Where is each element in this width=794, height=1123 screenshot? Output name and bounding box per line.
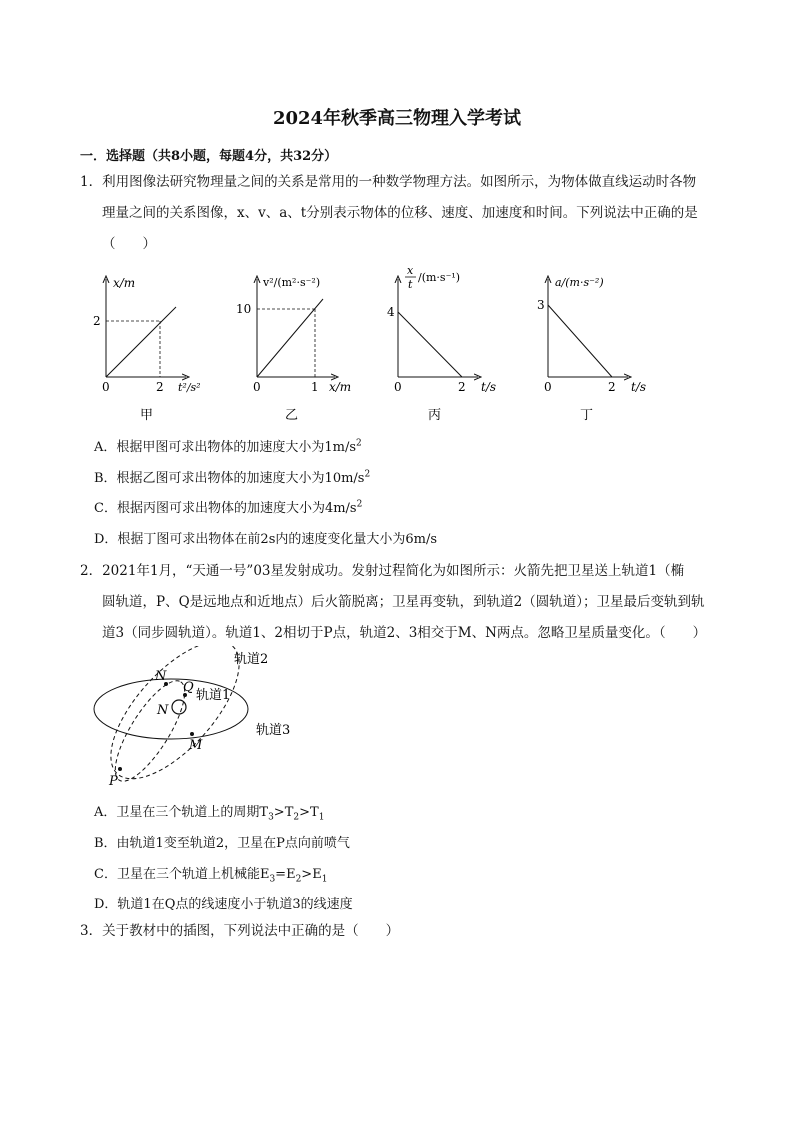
q2-option-a[interactable]: A．卫星在三个轨道上的周期$T_3>T_2>T_1$ xyxy=(94,805,325,823)
graph-bing-origin: 0 xyxy=(394,380,402,394)
graph-bing xyxy=(387,265,496,423)
label-p: P xyxy=(109,774,118,789)
label-orbit1: 轨道1 xyxy=(196,688,231,703)
graph-jia-xlabel: t²/s² xyxy=(178,381,201,394)
q2-option-c[interactable]: C．卫星在三个轨道上机械能$E_3=E_2>E_1$ xyxy=(94,867,328,885)
graph-jia-line xyxy=(106,307,176,377)
question-2 xyxy=(80,556,720,649)
q1-line1: 1．利用图像法研究物理量之间的关系是常用的一种数学物理方法。如图所示，为物体做直线运动时各物 xyxy=(80,174,697,190)
graph-ding-origin: 0 xyxy=(544,380,552,394)
graph-ding-ylabel: a/(m·s⁻²) xyxy=(555,276,604,289)
q3-line1: 3．关于教材中的插图，下列说法中正确的是（ ） xyxy=(80,923,400,939)
q2-line3: 道3（同步圆轨道）。轨道1、2相切于P点，轨道2、3相交于M、N两点。忽略卫星质量变化。（ ） xyxy=(102,625,707,641)
point-p xyxy=(118,767,122,771)
q2-line1: 2．2021年1月，“天通一号”03星发射成功。发射过程简化为如图所示：火箭先把卫星送上轨道1（椭 xyxy=(80,563,685,579)
graph-jia-ytick: 2 xyxy=(93,314,101,328)
graph-yi-xtick: 1 xyxy=(311,380,319,394)
graph-jia xyxy=(93,276,201,423)
graph-yi-ytick: 10 xyxy=(236,302,252,316)
label-n-top: N xyxy=(155,669,167,684)
q1-graphs xyxy=(0,265,794,425)
label-n-center: N xyxy=(157,703,169,718)
graph-jia-ylabel: x/m xyxy=(113,276,136,290)
q2-line2: 圆轨道，P、Q是远地点和近地点）后火箭脱离；卫星再变轨，到轨道2（圆轨道）；卫星最后变轨到轨 xyxy=(102,594,705,610)
graph-bing-ytick: 4 xyxy=(387,305,395,319)
label-orbit3: 轨道3 xyxy=(256,723,291,738)
q1-option-d[interactable]: D．根据丁图可求出物体在前2s内的速度变化量大小为6m/s xyxy=(94,532,438,547)
orbit-diagram xyxy=(88,646,308,791)
graph-yi-ylabel: v²/(m²·s⁻²) xyxy=(263,276,321,289)
graph-bing-caption: 丙 xyxy=(428,408,442,423)
exam-title: 2024年秋季高三物理入学考试 xyxy=(272,108,522,129)
graph-ding-ytick: 3 xyxy=(537,298,545,312)
graph-bing-xtick: 2 xyxy=(458,380,466,394)
earth-icon xyxy=(172,700,186,714)
graph-ding-xlabel: t/s xyxy=(631,380,647,394)
graph-yi xyxy=(236,276,351,423)
graph-jia-xtick: 2 xyxy=(156,380,164,394)
graph-bing-ylabel-den: t xyxy=(408,278,413,291)
graph-ding-line xyxy=(548,305,612,377)
q2-option-d[interactable]: D．轨道1在Q点的线速度小于轨道3的线速度 xyxy=(94,897,353,912)
label-m: M xyxy=(189,738,203,753)
q1-option-c[interactable]: C．根据丙图可求出物体的加速度大小为$4m/s^2$ xyxy=(94,499,363,516)
graph-jia-caption: 甲 xyxy=(140,408,154,423)
graph-ding xyxy=(537,276,646,423)
graph-ding-xtick: 2 xyxy=(608,380,616,394)
q1-line2: 理量之间的关系图像，x、v、a、t分别表示物体的位移、速度、加速度和时间。下列说法中正确的是 xyxy=(102,205,698,221)
point-m xyxy=(190,732,194,736)
graph-ding-caption: 丁 xyxy=(580,408,594,423)
graph-bing-ylabel-num: x xyxy=(407,265,414,277)
graph-yi-caption: 乙 xyxy=(285,408,299,423)
q1-option-b[interactable]: B．根据乙图可求出物体的加速度大小为$10m/s^2$ xyxy=(94,469,371,486)
graph-bing-ylabel: /(m·s⁻¹) xyxy=(418,271,461,284)
question-1 xyxy=(80,167,720,260)
graph-bing-xlabel: t/s xyxy=(481,380,497,394)
graph-yi-origin: 0 xyxy=(253,380,261,394)
graph-yi-xlabel: x/m xyxy=(329,380,352,394)
graph-yi-line xyxy=(257,299,323,377)
label-q: Q xyxy=(183,680,194,695)
q1-line3: （ ） xyxy=(102,236,156,252)
graph-bing-line xyxy=(398,312,462,377)
q2-option-b[interactable]: B．由轨道1变至轨道2，卫星在P点向前喷气 xyxy=(94,836,350,851)
question-3 xyxy=(80,916,720,947)
graph-jia-origin: 0 xyxy=(102,380,110,394)
q1-option-a[interactable]: A．根据甲图可求出物体的加速度大小为$1m/s^2$ xyxy=(94,438,362,455)
label-orbit2: 轨道2 xyxy=(234,652,269,667)
section-heading: 一．选择题（共8小题，每题4分，共32分） xyxy=(80,149,338,164)
